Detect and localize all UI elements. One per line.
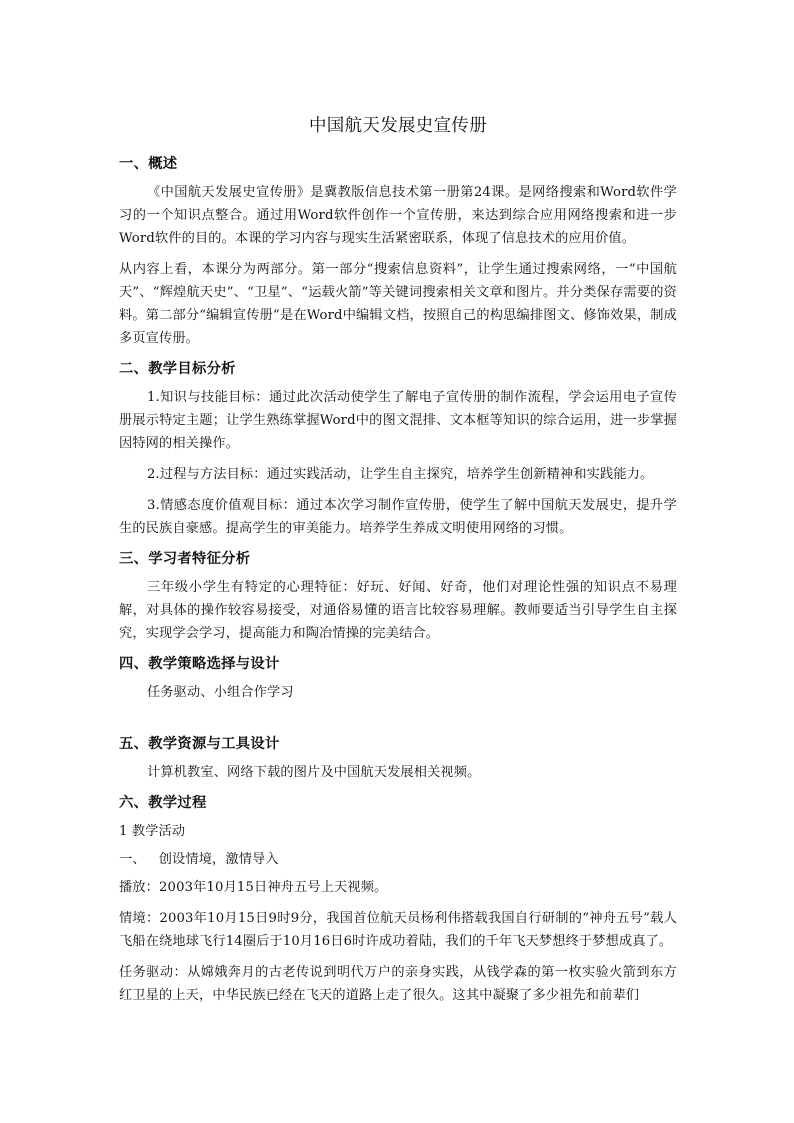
section-heading: 一、概述	[119, 156, 178, 172]
section-learner-analysis	[119, 548, 677, 645]
paragraph: 任务驱动：从嫦娥奔月的古老传说到明代万户的亲身实践，从钱学森的第一枚实验火箭到东方红卫星的上天，中华民族已经在飞天的道路上走了很久。这其中凝聚了多少祖先和前辈们	[119, 965, 677, 1003]
paragraph: 情境：2003年10月15日9时9分，我国首位航天员杨利伟搭载我国自行研制的“神舟五号”载人飞船在绕地球飞行14圈后于10月16日6时许成功着陆，我们的千年飞天梦想终于梦想成真了。	[119, 911, 677, 949]
paragraph: 《中国航天发展史宣传册》是冀教版信息技术第一册第24课。是网络搜索和Word软件学习的一个知识点整合。通过用Word软件创作一个宣传册，来达到综合应用网络搜索和进一步 Word软件的目的。本课的学习内容与现实生活紧密联系，体现了信息技术的应用价值。	[119, 185, 677, 246]
document-title: 中国航天发展史宣传册	[309, 116, 487, 136]
section-teaching-strategy	[119, 653, 677, 704]
section-overview	[119, 153, 677, 350]
section-teaching-process	[119, 792, 677, 1007]
paragraph: 1.知识与技能目标：通过此次活动使学生了解电子宣传册的制作流程，学会运用电子宣传册展示特定主题；让学生熟练掌握Word中的图文混排、文本框等知识的综合运用，进一步掌握因特网的相关操作。	[119, 390, 677, 451]
paragraph: 从内容上看，本课分为两部分。第一部分“搜索信息资料”，让学生通过搜索网络，一“中国航天”、“辉煌航天史”、“卫星”、“运载火箭”等关键词搜索相关文章和图片。并分类保存需要的资料。第二部分“编辑宣传册”是在Word中编辑文档，按照自己的构思编排图文、修饰效果，制成多页宣传册。	[119, 262, 677, 346]
section-heading: 六、教学过程	[119, 795, 207, 811]
document-body	[119, 153, 677, 1007]
section-heading: 五、教学资源与工具设计	[119, 736, 280, 752]
paragraph: 任务驱动、小组合作学习	[147, 685, 294, 700]
section-resources	[119, 733, 677, 784]
paragraph: 一、 创设情境，激情导入	[119, 852, 279, 867]
paragraph: 计算机教室、网络下载的图片及中国航天发展相关视频。	[147, 765, 481, 780]
section-heading: 四、教学策略选择与设计	[119, 656, 280, 672]
section-heading: 二、教学目标分析	[119, 361, 236, 377]
section-heading: 三、学习者特征分析	[119, 551, 251, 567]
paragraph: 1 教学活动	[119, 824, 186, 839]
paragraph: 3.情感态度价值观目标：通过本次学习制作宣传册，使学生了解中国航天发展史，提升学生的民族自豪感。提高学生的审美能力。培养学生养成文明使用网络的习惯。	[119, 498, 677, 536]
paragraph: 2.过程与方法目标：通过实践活动，让学生自主探究，培养学生创新精神和实践能力。	[147, 467, 654, 482]
section-teaching-goals	[119, 358, 677, 540]
paragraph: 播放：2003年10月15日神舟五号上天视频。	[119, 880, 388, 895]
paragraph: 三年级小学生有特定的心理特征：好玩、好闻、好奇，他们对理论性强的知识点不易理解，对具体的操作较容易接受，对通俗易懂的语言比较容易理解。教师要适当引导学生自主探究，实现学会学习，提高能力和陶冶情操的完美结合。	[119, 580, 677, 641]
